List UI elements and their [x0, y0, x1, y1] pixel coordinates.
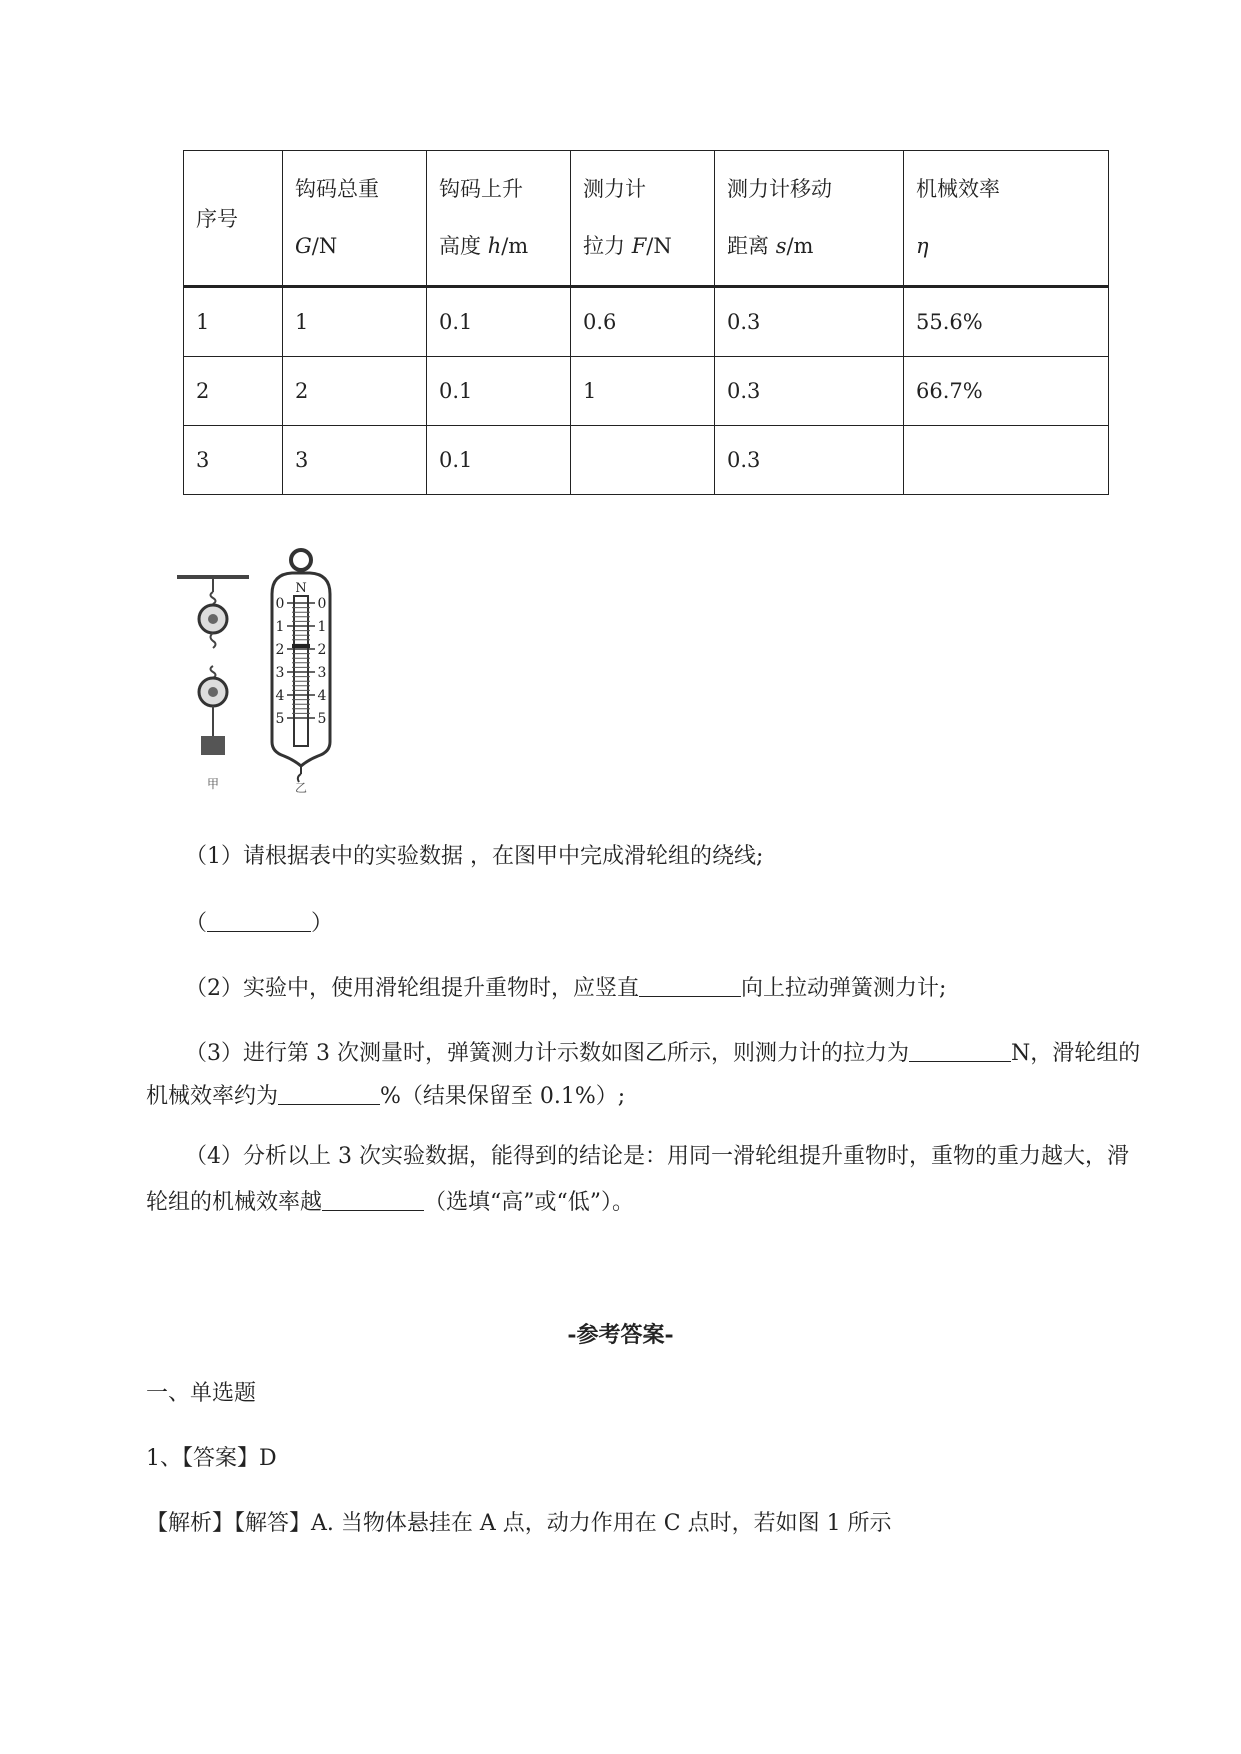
table-row [184, 287, 1109, 357]
scale-tick-label: 4 [275, 688, 285, 704]
figure-label-left: 甲 [206, 777, 220, 791]
question-4-line-1: （4）分析以上 3 次实验数据，能得到的结论是：用同一滑轮组提升重物时，重物的重力越大，滑 [185, 1144, 1129, 1169]
table-cell: 0.1 [427, 357, 571, 426]
answer-blank-5[interactable] [322, 1188, 424, 1211]
header-height [427, 151, 571, 287]
scale-pointer [292, 644, 310, 648]
table-cell: 55.6% [904, 287, 1109, 357]
table-cell: 0.1 [427, 426, 571, 495]
header-distance-top: 测力计移动 [727, 177, 832, 201]
table-cell: 3 [283, 426, 427, 495]
table-cell: 0.6 [571, 287, 715, 357]
figure-label-right: 乙 [294, 781, 308, 795]
header-efficiency-bottom: η [916, 234, 929, 258]
answer-item-1: 1、【答案】D [146, 1446, 277, 1471]
table-cell: 1 [283, 287, 427, 357]
table-cell: 2 [283, 357, 427, 426]
scale-tick-label: 4 [317, 688, 327, 704]
fixed-pulley-axle [208, 614, 218, 624]
header-efficiency [904, 151, 1109, 287]
table-cell: 2 [184, 357, 283, 426]
scale-tick-label: 3 [275, 665, 285, 681]
table-cell: 1 [571, 357, 715, 426]
scale-tick-label: 2 [317, 642, 327, 658]
table-cell: 66.7% [904, 357, 1109, 426]
scale-unit: N [295, 581, 307, 596]
scale-tick-label: 5 [275, 711, 285, 727]
header-distance-bottom: 距离 s/m [727, 234, 814, 258]
scale-tick-label: 1 [317, 619, 327, 635]
scale-tick-label: 2 [275, 642, 285, 658]
scale-tick-label: 1 [275, 619, 285, 635]
table-cell: 0.3 [715, 426, 904, 495]
header-height-top: 钩码上升 [439, 177, 523, 201]
question-4-line-2: 轮组的机械效率越 （选填“高”或“低”）。 [146, 1190, 635, 1215]
ceiling-beam [177, 575, 249, 579]
header-force-bottom: 拉力 F/N [583, 234, 672, 258]
scale-tick-label: 0 [275, 596, 285, 612]
header-force [571, 151, 715, 287]
header-height-bottom: 高度 h/m [439, 234, 529, 258]
table-cell: 0.1 [427, 287, 571, 357]
table-cell: 3 [184, 426, 283, 495]
hook-weight [201, 736, 225, 755]
answer-blank-4[interactable] [278, 1082, 380, 1105]
pulley-and-spring-scale-figure [168, 540, 358, 800]
question-1-answer-line: （ ） [185, 911, 334, 936]
table-cell [571, 426, 715, 495]
answer-blank-2[interactable] [639, 974, 741, 997]
question-3-line-1: （3）进行第 3 次测量时，弹簧测力计示数如图乙所示，则测力计的拉力为 N，滑轮组的 [185, 1041, 1141, 1066]
table-header-row [184, 151, 1109, 287]
answer-analysis: 【解析】【解答】A. 当物体悬挂在 A 点，动力作用在 C 点时，若如图 1 所示 [146, 1511, 892, 1536]
header-index [184, 151, 283, 287]
experiment-table [183, 150, 1109, 495]
header-distance [715, 151, 904, 287]
header-efficiency-top: 机械效率 [916, 177, 1000, 201]
question-2: （2）实验中，使用滑轮组提升重物时，应竖直 向上拉动弹簧测力计; [185, 976, 947, 1001]
table-cell: 0.3 [715, 287, 904, 357]
question-3-line-2: 机械效率约为 %（结果保留至 0.1%）; [146, 1084, 626, 1109]
section-heading: 一、单选题 [146, 1381, 257, 1406]
header-weight-bottom: G/N [295, 234, 338, 258]
table-cell [904, 426, 1109, 495]
movable-pulley-axle [208, 687, 218, 697]
table-row [184, 357, 1109, 426]
scale-tick-label: 5 [317, 711, 327, 727]
table-cell: 0.3 [715, 357, 904, 426]
spring-scale-diagram [272, 550, 330, 795]
header-weight [283, 151, 427, 287]
header-weight-top: 钩码总重 [295, 177, 379, 201]
header-index-label: 序号 [196, 207, 238, 231]
answers-title: -参考答案- [567, 1322, 674, 1348]
scale-ring [291, 550, 311, 570]
scale-spring-tube [294, 596, 308, 746]
scale-tick-label: 0 [317, 596, 327, 612]
scale-tick-label: 3 [317, 665, 327, 681]
table-row [184, 426, 1109, 495]
question-1: （1）请根据表中的实验数据 ，在图甲中完成滑轮组的绕线; [185, 844, 764, 869]
answer-blank-1[interactable] [207, 909, 311, 932]
header-force-top: 测力计 [583, 177, 646, 201]
table-cell: 1 [184, 287, 283, 357]
answer-blank-3[interactable] [909, 1039, 1011, 1062]
pulley-system-diagram [177, 575, 249, 791]
